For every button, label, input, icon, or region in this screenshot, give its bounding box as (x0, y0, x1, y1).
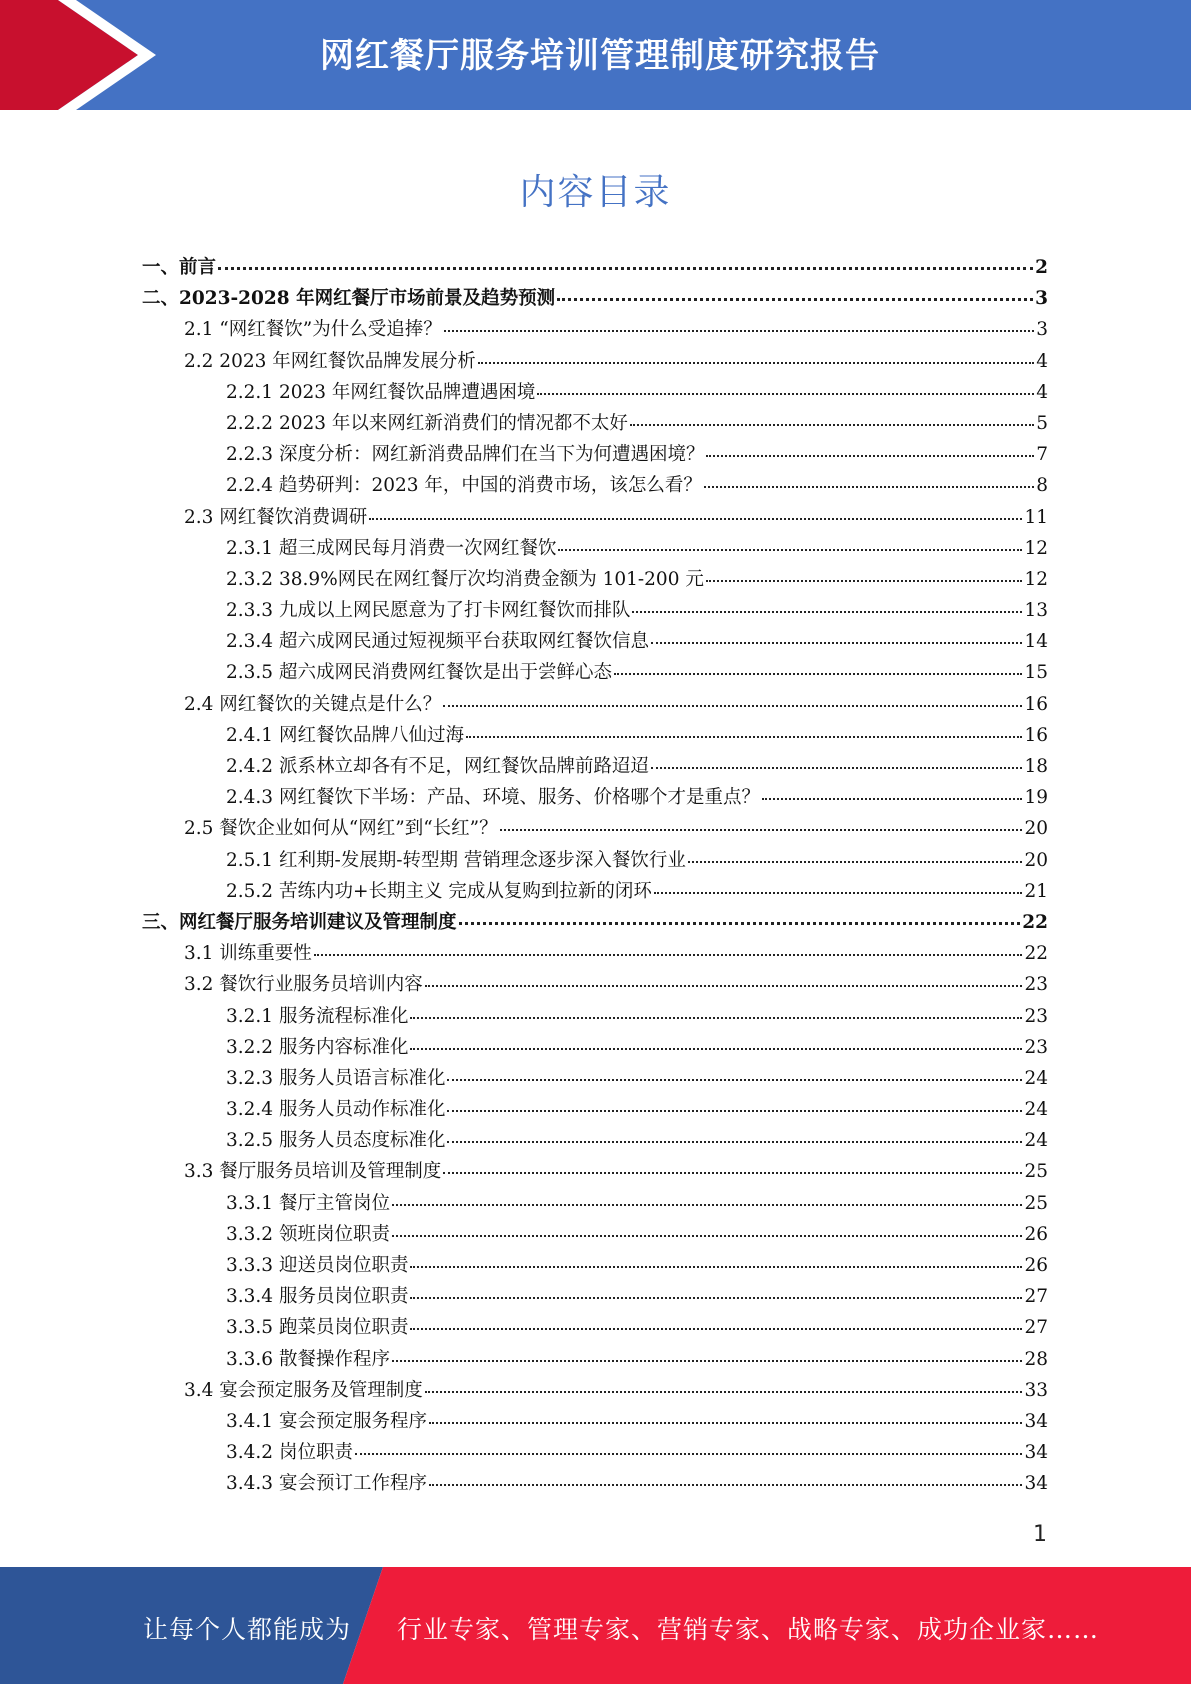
toc-dot-leader (410, 1328, 1022, 1330)
toc-entry-page: 21 (1024, 880, 1048, 902)
page-number: 1 (1033, 1522, 1047, 1547)
toc-dot-leader (630, 424, 1034, 426)
toc-dot-leader (425, 1391, 1023, 1393)
toc-entry-page: 34 (1024, 1473, 1048, 1495)
toc-dot-leader (466, 736, 1022, 738)
footer-slogan-left: 让每个人都能成为 (143, 1615, 352, 1644)
toc-entry-title: 2.4.2 派系林立却各有不足，网红餐饮品牌前路迢迢 (226, 756, 649, 777)
toc-entry-page: 22 (1024, 943, 1048, 965)
toc-entry-title: 2.3 网红餐饮消费调研 (184, 506, 368, 528)
toc-entry[interactable] (142, 1189, 1048, 1220)
toc-entry-title: 3.3.3 迎送员岗位职责 (226, 1255, 409, 1276)
toc-entry-title: 2.3.5 超六成网民消费网红餐饮是出于尝鲜心态 (226, 662, 612, 684)
toc-entry[interactable] (142, 1438, 1048, 1469)
toc-entry-page: 27 (1024, 1286, 1048, 1308)
toc-entry-title: 3.2.1 服务流程标准化 (226, 1005, 409, 1027)
toc-entry[interactable] (142, 814, 1048, 845)
toc-entry-page: 23 (1024, 1036, 1048, 1058)
toc-dot-leader (688, 861, 1023, 863)
toc-entry[interactable] (142, 1469, 1048, 1500)
toc-entry[interactable] (142, 877, 1048, 908)
toc-dot-leader (614, 673, 1022, 675)
toc-entry-page: 14 (1024, 631, 1048, 653)
toc-entry-title: 2.1 “网红餐饮”为什么受追捧？ (184, 319, 442, 341)
toc-entry-title: 3.3 餐厅服务员培训及管理制度 (184, 1161, 442, 1183)
page-header (0, 0, 1191, 110)
toc-entry-title: 3.3.1 餐厅主管岗位 (226, 1192, 390, 1214)
toc-entry[interactable] (142, 347, 1048, 378)
toc-dot-leader (447, 1079, 1022, 1081)
toc-entry-page: 13 (1024, 600, 1048, 622)
toc-entry[interactable] (142, 440, 1048, 471)
toc-entry-title: 2.2.4 趋势研判：2023 年，中国的消费市场，该怎么看？ (226, 475, 702, 497)
toc-entry-title: 2.4.3 网红餐饮下半场：产品、环境、服务、价格哪个才是重点？ (226, 787, 760, 809)
toc-entry-title: 2.3.1 超三成网民每月消费一次网红餐饮 (226, 537, 557, 559)
toc-entry-page: 34 (1024, 1442, 1048, 1464)
toc-entry[interactable] (142, 284, 1048, 315)
toc-entry-title: 2.2 2023 年网红餐饮品牌发展分析 (184, 350, 476, 372)
toc-entry-title: 2.3.4 超六成网民通过短视频平台获取网红餐饮信息 (226, 631, 649, 653)
toc-entry-page: 27 (1024, 1317, 1048, 1339)
toc-entry-title: 3.4.1 宴会预定服务程序 (226, 1410, 427, 1432)
toc-entry-page: 24 (1024, 1130, 1048, 1152)
toc-entry-page: 22 (1022, 911, 1048, 933)
toc-entry-page: 3 (1035, 288, 1048, 310)
toc-entry-page: 25 (1024, 1192, 1048, 1214)
toc-entry[interactable] (142, 1376, 1048, 1407)
toc-entry-title: 三、网红餐厅服务培训建议及管理制度 (142, 911, 457, 933)
toc-entry[interactable] (142, 1157, 1048, 1188)
toc-entry-page: 24 (1024, 1099, 1048, 1121)
toc-entry-page: 12 (1024, 568, 1048, 590)
toc-dot-leader (500, 829, 1023, 831)
toc-entry-title: 3.2 餐饮行业服务员培训内容 (184, 974, 423, 996)
toc-entry-title: 3.3.5 跑菜员岗位职责 (226, 1317, 409, 1339)
toc-entry-page: 4 (1036, 350, 1048, 372)
toc-entry[interactable] (142, 846, 1048, 877)
toc-entry[interactable] (142, 1220, 1048, 1251)
toc-entry-page: 28 (1024, 1348, 1048, 1370)
toc-entry[interactable] (142, 970, 1048, 1001)
toc-dot-leader (410, 1017, 1022, 1019)
toc-entry-title: 2.2.3 深度分析：网红新消费品牌们在当下为何遭遇困境？ (226, 444, 705, 466)
toc-entry-page: 18 (1024, 756, 1048, 777)
toc-entry[interactable] (142, 596, 1048, 627)
toc-dot-leader (444, 330, 1035, 332)
toc-dot-leader (654, 892, 1023, 894)
toc-dot-leader (314, 954, 1023, 956)
toc-dot-leader (478, 362, 1034, 364)
toc-entry-title: 3.3.6 散餐操作程序 (226, 1348, 390, 1370)
toc-entry[interactable] (142, 658, 1048, 689)
toc-entry-page: 4 (1036, 381, 1048, 403)
toc-dot-leader (704, 486, 1034, 488)
toc-dot-leader (410, 1048, 1022, 1050)
toc-entry[interactable] (142, 939, 1048, 970)
toc-entry-page: 3 (1036, 319, 1048, 341)
toc-dot-leader (459, 922, 1021, 925)
toc-dot-leader (410, 1266, 1022, 1268)
toc-entry-page: 7 (1036, 444, 1048, 466)
toc-entry-page: 8 (1036, 475, 1048, 497)
toc-entry-page: 16 (1024, 724, 1048, 746)
toc-entry-page: 25 (1024, 1161, 1048, 1183)
toc-entry-page: 26 (1024, 1255, 1048, 1276)
toc-entry-page: 20 (1024, 818, 1048, 840)
toc-entry[interactable] (142, 627, 1048, 658)
toc-entry[interactable] (142, 1002, 1048, 1033)
toc-dot-leader (651, 642, 1022, 644)
toc-entry[interactable] (142, 783, 1048, 814)
toc-entry-page: 23 (1024, 974, 1048, 996)
toc-entry-title: 2.4 网红餐饮的关键点是什么？ (184, 693, 442, 715)
toc-dot-leader (558, 549, 1022, 551)
toc-entry[interactable] (142, 253, 1048, 284)
toc-entry-title: 3.4.2 岗位职责 (226, 1442, 353, 1464)
toc-entry[interactable] (142, 1345, 1048, 1376)
toc-dot-leader (537, 393, 1034, 395)
toc-entry[interactable] (142, 1095, 1048, 1126)
toc-entry-title: 2.3.2 38.9%网民在网红餐厅次均消费金额为 101-200 元 (226, 568, 704, 590)
toc-entry-title: 3.4 宴会预定服务及管理制度 (184, 1379, 423, 1401)
toc-entry[interactable] (142, 471, 1048, 502)
toc-entry-title: 3.2.3 服务人员语言标准化 (226, 1067, 446, 1089)
toc-dot-leader (651, 767, 1022, 769)
toc-entry[interactable] (142, 721, 1048, 752)
toc-entry[interactable] (142, 908, 1048, 939)
toc-entry-page: 19 (1024, 787, 1048, 809)
toc-dot-leader (557, 298, 1033, 301)
toc-dot-leader (706, 580, 1023, 582)
toc-entry-title: 2.3.3 九成以上网民愿意为了打卡网红餐饮而排队 (226, 600, 631, 622)
toc-dot-leader (429, 1484, 1022, 1486)
toc-entry-title: 2.5 餐饮企业如何从“网红”到“长红”？ (184, 818, 498, 840)
toc-entry-page: 26 (1024, 1223, 1048, 1245)
toc-heading: 内容目录 (519, 172, 672, 213)
toc-entry[interactable] (142, 1126, 1048, 1157)
toc-entry[interactable] (142, 315, 1048, 346)
toc-dot-leader (392, 1204, 1022, 1206)
toc-entry-title: 3.1 训练重要性 (184, 943, 312, 965)
toc-entry-page: 33 (1024, 1379, 1048, 1401)
toc-entry-title: 一、前言 (142, 257, 217, 278)
toc-dot-leader (429, 1422, 1022, 1424)
toc-entry-page: 12 (1024, 537, 1048, 559)
toc-entry-title: 3.2.4 服务人员动作标准化 (226, 1099, 446, 1121)
footer-slogan-right: 行业专家、管理专家、营销专家、战略专家、成功企业家…… (397, 1615, 1100, 1644)
page-footer (0, 1567, 1191, 1684)
toc-dot-leader (355, 1453, 1023, 1455)
toc-dot-leader (447, 1110, 1022, 1112)
toc-entry-title: 2.2.1 2023 年网红餐饮品牌遭遇困境 (226, 381, 536, 403)
toc-entry-title: 3.3.2 领班岗位职责 (226, 1223, 390, 1245)
toc-entry-page: 20 (1024, 849, 1048, 871)
toc-dot-leader (632, 611, 1022, 613)
toc-entry-title: 3.2.2 服务内容标准化 (226, 1036, 409, 1058)
toc-entry[interactable] (142, 752, 1048, 783)
toc-entry-page: 16 (1024, 693, 1048, 715)
toc-entry-page: 11 (1024, 506, 1048, 528)
toc-entry-page: 5 (1036, 412, 1048, 434)
toc-entry[interactable] (142, 409, 1048, 440)
toc-entry[interactable] (142, 1033, 1048, 1064)
toc-dot-leader (447, 1141, 1022, 1143)
table-of-contents (142, 253, 1048, 1501)
toc-entry-page: 2 (1035, 257, 1048, 278)
toc-dot-leader (706, 455, 1034, 457)
toc-entry[interactable] (142, 690, 1048, 721)
toc-entry[interactable] (142, 1064, 1048, 1095)
toc-dot-leader (369, 518, 1022, 520)
toc-entry-page: 15 (1024, 662, 1048, 684)
toc-entry[interactable] (142, 1282, 1048, 1313)
toc-entry-page: 24 (1024, 1067, 1048, 1089)
toc-dot-leader (392, 1235, 1022, 1237)
toc-entry[interactable] (142, 534, 1048, 565)
toc-entry[interactable] (142, 1251, 1048, 1282)
toc-dot-leader (392, 1360, 1022, 1362)
toc-entry-page: 23 (1024, 1005, 1048, 1027)
toc-entry-page: 34 (1024, 1410, 1048, 1432)
toc-entry[interactable] (142, 1407, 1048, 1438)
toc-entry-title: 2.5.2 苦练内功+长期主义 完成从复购到拉新的闭环 (226, 880, 652, 902)
toc-entry-title: 2.2.2 2023 年以来网红新消费们的情况都不太好 (226, 412, 628, 434)
toc-entry-title: 2.5.1 红利期-发展期-转型期 营销理念逐步深入餐饮行业 (226, 849, 686, 871)
toc-dot-leader (762, 798, 1022, 800)
toc-dot-leader (218, 267, 1033, 270)
toc-entry[interactable] (142, 378, 1048, 409)
toc-dot-leader (443, 705, 1022, 707)
toc-dot-leader (443, 1172, 1022, 1174)
toc-entry-title: 2.4.1 网红餐饮品牌八仙过海 (226, 724, 464, 746)
toc-dot-leader (425, 985, 1023, 987)
toc-entry[interactable] (142, 503, 1048, 534)
toc-entry[interactable] (142, 1313, 1048, 1344)
toc-dot-leader (410, 1297, 1022, 1299)
toc-entry[interactable] (142, 565, 1048, 596)
toc-entry-title: 3.4.3 宴会预订工作程序 (226, 1473, 427, 1495)
toc-entry-title: 二、2023-2028 年网红餐厅市场前景及趋势预测 (142, 288, 556, 310)
toc-entry-title: 3.3.4 服务员岗位职责 (226, 1286, 409, 1308)
toc-entry-title: 3.2.5 服务人员态度标准化 (226, 1130, 446, 1152)
report-title: 网红餐厅服务培训管理制度研究报告 (320, 36, 880, 76)
